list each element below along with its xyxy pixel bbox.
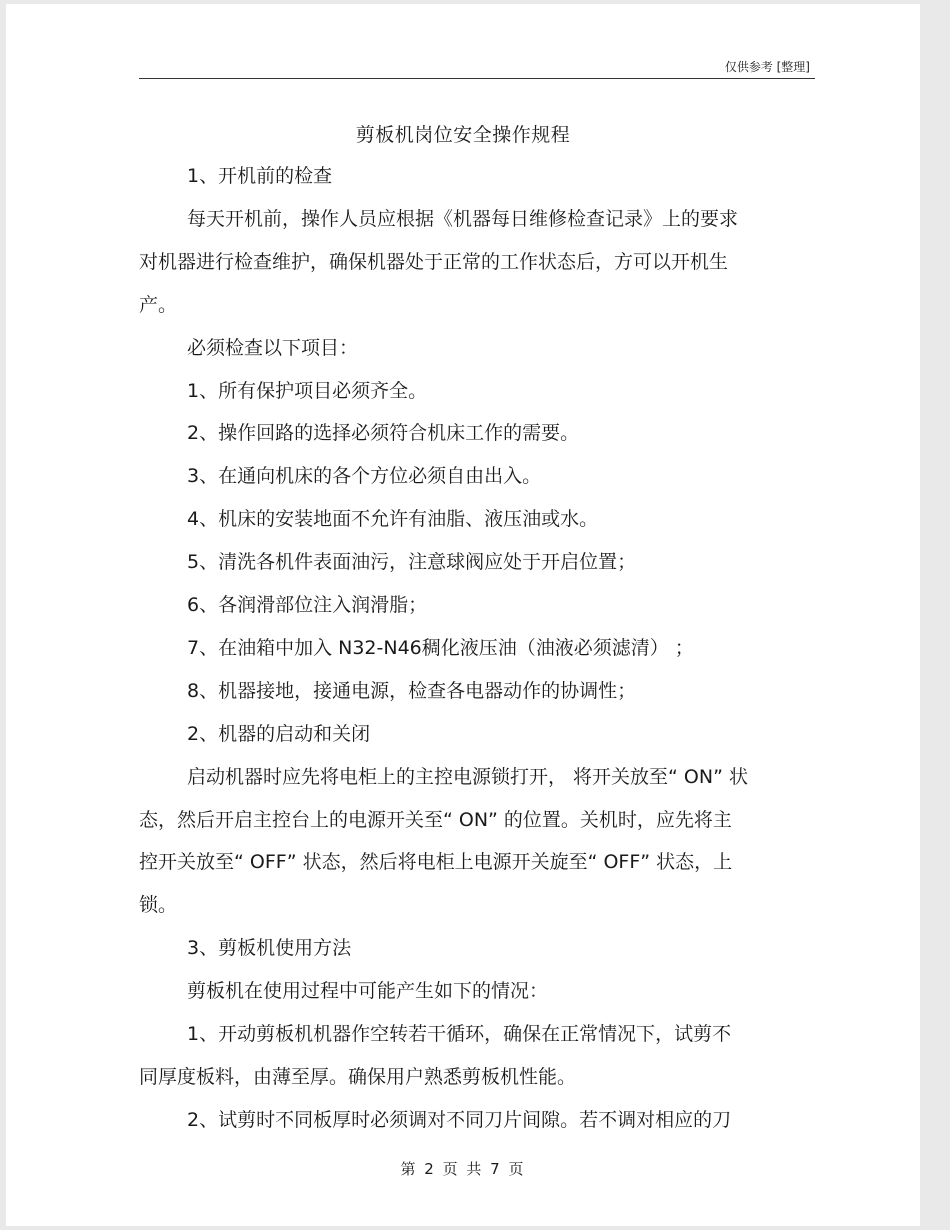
body-line: 1、开机前的检查 [187,165,333,187]
body-line: 每天开机前，操作人员应根据《机器每日维修检查记录》上的要求 [187,207,739,230]
header-divider [139,78,815,79]
body-line: 4、机床的安装地面不允许有油脂、液压油或水。 [187,508,599,531]
body-line: 锁。 [139,894,178,917]
header-note: 仅供参考 [整理] [724,60,810,74]
body-line: 剪板机在使用过程中可能产生如下的情况： [187,980,549,1003]
body-line: 对机器进行检查维护，确保机器处于正常的工作状态后，方可以开机生 [139,250,729,273]
document-page [6,4,920,1226]
body-line: 启动机器时应先将电柜上的主控电源锁打开， 将开关放至“ ON” 状 [187,765,748,788]
body-line: 态，然后开启主控台上的电源开关至“ ON” 的位置。关机时，应先将主 [139,808,732,831]
body-line: 2、操作回路的选择必须符合机床工作的需要。 [187,422,580,445]
body-line: 6、各润滑部位注入润滑脂； [187,594,428,616]
body-line: 3、在通向机床的各个方位必须自由出入。 [187,465,542,488]
body-line: 必须检查以下项目： [187,336,359,359]
body-line: 7、在油箱中加入 N32-N46稠化液压油（油液必须滤清） ； [187,636,694,659]
body-line: 1、所有保护项目必须齐全。 [187,379,428,402]
body-line: 3、剪板机使用方法 [187,937,352,960]
body-line: 同厚度板料，由薄至厚。确保用户熟悉剪板机性能。 [139,1065,577,1088]
body-line: 2、试剪时不同板厚时必须调对不同刀片间隙。若不调对相应的刀 [187,1108,732,1131]
page-footer: 第 2 页 共 7 页 [400,1160,526,1178]
body-line: 控开关放至“ OFF” 状态，然后将电柜上电源开关旋至“ OFF” 状态，上 [139,851,733,874]
body-line: 产。 [139,293,178,316]
body-line: 5、清洗各机件表面油污，注意球阀应处于开启位置； [187,551,637,574]
body-line: 2、机器的启动和关闭 [187,722,371,745]
body-line: 1、开动剪板机机器作空转若干循环，确保在正常情况下，试剪不 [187,1023,732,1045]
document-title: 剪板机岗位安全操作规程 [355,124,571,146]
body-line: 8、机器接地，接通电源，检查各电器动作的协调性； [187,679,637,702]
